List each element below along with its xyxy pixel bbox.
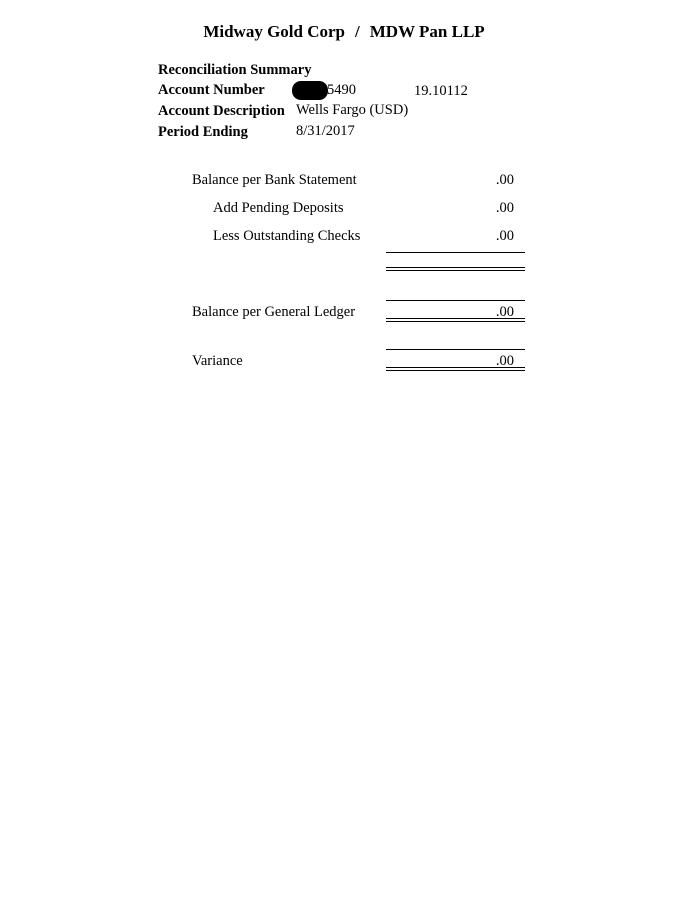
company-name: Midway Gold Corp	[203, 22, 346, 41]
gl-top-rule	[386, 300, 525, 301]
account-description-value: Wells Fargo (USD)	[296, 102, 409, 118]
title-separator: /	[355, 22, 360, 41]
subtotal-rule	[386, 252, 525, 253]
variance-amount: .00	[495, 353, 514, 369]
gl-balance-amount: .00	[495, 304, 514, 320]
gl-double-rule-bottom	[386, 321, 525, 322]
variance-double-rule-bottom	[386, 370, 525, 371]
pending-deposits-label: Add Pending Deposits	[213, 200, 344, 216]
summary-heading: Reconciliation Summary	[158, 62, 312, 78]
subtotal-double-rule-top	[386, 267, 525, 268]
period-ending-label: Period Ending	[158, 124, 248, 140]
subtotal-double-rule-bottom	[386, 270, 525, 271]
account-description-label: Account Description	[158, 103, 285, 119]
outstanding-checks-label: Less Outstanding Checks	[213, 228, 361, 244]
account-number-label: Account Number	[158, 82, 265, 98]
gl-balance-label: Balance per General Ledger	[192, 304, 356, 320]
pending-deposits-amount: .00	[495, 200, 514, 216]
account-code: 19.10112	[414, 83, 468, 99]
variance-double-rule-top	[386, 367, 525, 368]
bank-balance-amount: .00	[495, 172, 514, 188]
variance-top-rule	[386, 349, 525, 350]
report-title	[0, 22, 688, 42]
entity-name: MDW Pan LLP	[369, 22, 485, 41]
outstanding-checks-amount: .00	[495, 228, 514, 244]
bank-balance-label: Balance per Bank Statement	[192, 172, 357, 188]
variance-label: Variance	[192, 353, 243, 369]
gl-double-rule-top	[386, 318, 525, 319]
redaction-mark	[292, 81, 328, 100]
period-ending-value: 8/31/2017	[296, 123, 355, 139]
account-number-value: 5490	[327, 82, 356, 98]
